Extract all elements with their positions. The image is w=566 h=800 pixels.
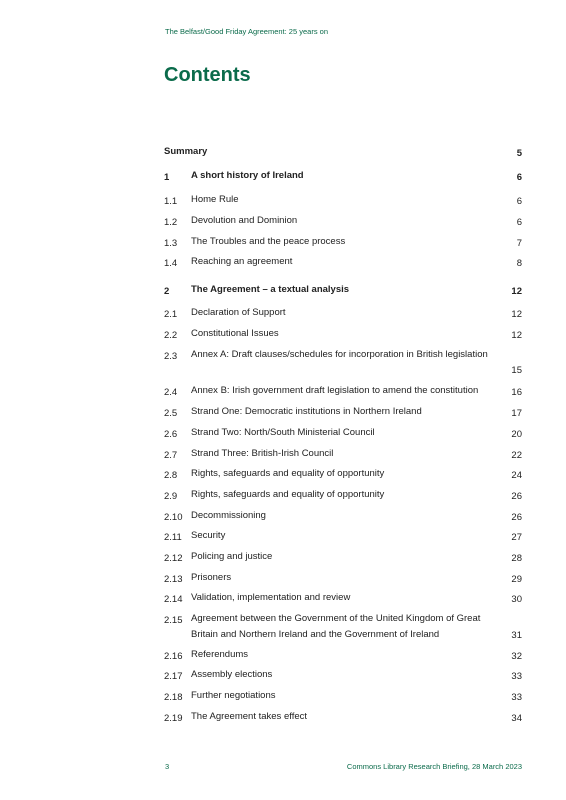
toc-entry-title: Strand Three: British-Irish Council [191,448,334,459]
toc-entry-page: 6 [516,172,522,183]
toc-entry-number: 2.19 [164,713,183,724]
toc-entry-title: Annex B: Irish government draft legislation to amend the constitution [191,385,479,396]
toc-entry-title: Prisoners [191,572,232,583]
toc-entry-title: Declaration of Support [191,307,286,318]
running-header: The Belfast/Good Friday Agreement: 25 years on [165,27,329,36]
toc-entry-page: 17 [511,408,522,419]
toc-entry-title: The Troubles and the peace process [191,236,346,247]
toc-entry-title: The Agreement takes effect [191,711,308,722]
toc-entry-number: 2.13 [164,574,183,585]
toc-entry-page: 22 [511,450,522,461]
toc-entry-title: Assembly elections [191,669,273,680]
toc-entry-page: 8 [516,258,522,269]
toc-entry-title: Rights, safeguards and equality of opportunity [191,468,385,479]
toc-entry-title: Constitutional Issues [191,328,279,339]
toc-entry-number: 1.2 [164,217,178,228]
toc-entry-page: 30 [511,594,522,605]
toc-entry-page: 12 [511,309,522,320]
toc-entry-number: 2.4 [164,387,178,398]
toc-entry-page: 26 [511,491,522,502]
toc-entry-title: Rights, safeguards and equality of opportunity [191,489,385,500]
toc-entry-number: 2.1 [164,309,178,320]
toc-entry-title: Validation, implementation and review [191,592,351,603]
toc-entry-page: 29 [511,574,522,585]
toc-entry-number: 2.12 [164,553,183,564]
toc-entry-title: Agreement between the Government of the United Kingdom of Great Britain and Northern Ireland and the Government of Ireland [191,613,481,640]
toc-entry-title: Referendums [191,649,249,660]
toc-entry-number: 2.7 [164,450,178,461]
toc-entry-page: 27 [511,532,522,543]
toc-entry-page: 12 [511,330,522,341]
toc-entry-number: 2.10 [164,512,183,523]
toc-entry-title: A short history of Ireland [191,170,304,181]
toc-entry-number: 2.3 [164,351,178,362]
toc-entry-page: 16 [511,387,522,398]
toc-entry-title: Annex A: Draft clauses/schedules for incorporation in British legislation [191,349,488,360]
toc-entry-number: 2 [164,286,170,297]
toc-entry-title: Strand One: Democratic institutions in Northern Ireland [191,406,422,417]
toc-entry-number: 2.17 [164,671,183,682]
toc-entry-number: 1 [164,172,170,183]
toc-entry-title: Strand Two: North/South Ministerial Council [191,427,375,438]
toc-entry-number: 1.4 [164,258,178,269]
toc-entry-title: Devolution and Dominion [191,215,298,226]
toc-entry-number: 2.2 [164,330,178,341]
toc-entry-number: 2.16 [164,651,183,662]
toc-entry-number: 2.5 [164,408,178,419]
footer-page-number: 3 [165,762,170,771]
page-title: Contents [164,64,251,86]
toc-entry-page: 20 [511,429,522,440]
toc-entry-title: Decommissioning [191,510,266,521]
toc-entry-page: 6 [516,196,522,207]
toc-entry-number: 2.18 [164,692,183,703]
toc-entry-page: 24 [511,470,522,481]
toc-entry-page: 33 [511,692,522,703]
toc-entry-number: 2.11 [164,532,182,543]
toc-entry-page: 5 [516,148,522,159]
toc-entry-number: 1.3 [164,238,178,249]
toc-entry-number: 1.1 [164,196,178,207]
toc-entry-page: 34 [511,713,522,724]
toc-entry-page: 7 [516,238,522,249]
toc-entry-title: Further negotiations [191,690,276,701]
toc-entry-page: 15 [511,365,522,376]
toc-entry-number: 2.6 [164,429,178,440]
toc-entry-title: Reaching an agreement [191,256,293,267]
toc-entry-title: Home Rule [191,194,239,205]
toc-entry-number: 2.14 [164,594,183,605]
toc-entry-title: Policing and justice [191,551,273,562]
toc-entry-page: 26 [511,512,522,523]
toc-entry-number: 2.15 [164,615,183,626]
toc-entry-page: 32 [511,651,522,662]
toc-entry-number: 2.8 [164,470,178,481]
toc-entry-title: Summary [164,146,208,157]
toc-entry-page: 28 [511,553,522,564]
toc-entry-page: 12 [511,286,522,297]
toc-entry-page: 31 [511,630,522,641]
footer-publication: Commons Library Research Briefing, 28 March 2023 [346,762,522,771]
toc-entry-page: 6 [516,217,522,228]
toc-entry-page: 33 [511,671,522,682]
toc-entry-number: 2.9 [164,491,178,502]
toc-entry-title: Security [191,530,226,541]
toc-entry-title: The Agreement – a textual analysis [191,284,350,295]
